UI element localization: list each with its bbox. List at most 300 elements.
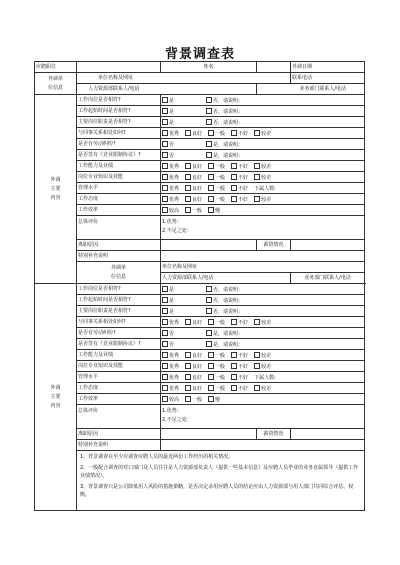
option-label: 是: [169, 308, 175, 315]
option-label: 较差: [261, 174, 272, 181]
rating-r3[interactable]: [208, 363, 225, 370]
efficiency-e3[interactable]: [208, 396, 220, 403]
checkbox[interactable]: [185, 396, 191, 402]
checkbox[interactable]: [208, 374, 214, 380]
rating-r2[interactable]: [185, 319, 202, 326]
option-label: 不好: [238, 130, 249, 137]
answer-options: [161, 117, 365, 128]
option-label: 否，请说明：: [213, 297, 244, 304]
checkbox[interactable]: [185, 352, 191, 358]
option-label: 一般: [192, 207, 203, 214]
rating-r1[interactable]: [162, 319, 179, 326]
rating-r4[interactable]: [231, 196, 248, 203]
question-label: 管理水平: [77, 183, 161, 194]
option-label: 是，请说明：: [213, 341, 244, 348]
option-no[interactable]: [162, 341, 174, 348]
option-label: 一般: [215, 385, 226, 392]
checkbox[interactable]: [231, 385, 237, 391]
option-yes[interactable]: [162, 97, 174, 104]
rating-r3[interactable]: [208, 130, 225, 137]
position-label: 应聘职位: [35, 62, 77, 73]
rating-r1[interactable]: [162, 163, 179, 170]
checkbox[interactable]: [231, 174, 237, 180]
option-label: 一般: [215, 174, 226, 181]
checkbox[interactable]: [162, 141, 168, 147]
option-label: 是，请说明：: [213, 330, 244, 337]
option-label: 一般: [215, 363, 226, 370]
option-label: 较高: [169, 207, 180, 214]
checkbox[interactable]: [206, 341, 212, 347]
option-yes[interactable]: [162, 297, 174, 304]
option-label: 较差: [261, 163, 272, 170]
main-side-line3: 内容: [50, 402, 61, 409]
question-label: 总体评价: [77, 405, 161, 429]
rating-r4[interactable]: [231, 185, 248, 192]
option-no[interactable]: [206, 297, 243, 304]
rating-r2[interactable]: [185, 363, 202, 370]
rating-r2[interactable]: [185, 352, 202, 359]
supplement-field[interactable]: [161, 440, 365, 451]
checkbox[interactable]: [206, 330, 212, 336]
answer-options: [161, 95, 365, 106]
option-label: 良好: [192, 196, 203, 203]
position-value[interactable]: [77, 62, 161, 73]
rating-r1[interactable]: [162, 374, 179, 381]
option-no[interactable]: [206, 119, 243, 126]
option-label: 否: [169, 152, 175, 159]
checkbox[interactable]: [208, 363, 214, 369]
main-side-label-2: [35, 284, 77, 511]
checkbox[interactable]: [185, 196, 191, 202]
option-label: 一般: [215, 319, 226, 326]
checkbox[interactable]: [162, 286, 168, 292]
checkbox[interactable]: [208, 130, 214, 136]
rating-r5[interactable]: [254, 163, 271, 170]
checkbox[interactable]: [208, 385, 214, 391]
question-label: 是否签有《竞业限制协议》?: [77, 150, 161, 161]
option-label: 否: [169, 341, 175, 348]
option-label: 否: [169, 330, 175, 337]
checkbox[interactable]: [162, 319, 168, 325]
checkbox[interactable]: [162, 352, 168, 358]
question-label: 特别补充说明: [77, 251, 161, 262]
option-label: 是: [169, 119, 175, 126]
option-label: 否，请说明：: [213, 119, 244, 126]
checkbox[interactable]: [206, 308, 212, 314]
question-label: 工作效率: [77, 394, 161, 405]
checkbox[interactable]: [254, 174, 260, 180]
question-label: 工作态度: [77, 383, 161, 394]
checkbox[interactable]: [162, 396, 168, 402]
checkbox[interactable]: [162, 297, 168, 303]
checkbox[interactable]: [185, 185, 191, 191]
option-label: 优秀: [169, 319, 180, 326]
option-label: 慢: [215, 396, 221, 403]
checkbox[interactable]: [208, 319, 214, 325]
dept-contact-field-2[interactable]: [291, 273, 365, 284]
salary-field[interactable]: [291, 429, 365, 440]
checkbox[interactable]: [206, 141, 212, 147]
question-label: 工作能力及业绩: [77, 161, 161, 172]
option-label: 优秀: [169, 185, 180, 192]
option-label: 不好: [238, 174, 249, 181]
checkbox[interactable]: [231, 363, 237, 369]
rating-r4[interactable]: [231, 385, 248, 392]
checkbox[interactable]: [185, 163, 191, 169]
efficiency-e2[interactable]: [185, 207, 202, 214]
option-label: 较差: [261, 385, 272, 392]
rating-r2[interactable]: [185, 174, 202, 181]
checkbox[interactable]: [162, 330, 168, 336]
option-label: 是: [169, 297, 175, 304]
option-label: 优秀: [169, 174, 180, 181]
note-1: 1、背景调查在至少应调查应聘人员的最近两份工作经历的相关情况。: [80, 454, 234, 460]
option-yes[interactable]: [162, 286, 174, 293]
checkbox[interactable]: [162, 374, 168, 380]
rating-r5[interactable]: [254, 319, 271, 326]
question-label: 特别补充说明: [77, 440, 161, 451]
option-no[interactable]: [206, 308, 243, 315]
checkbox[interactable]: [162, 119, 168, 125]
option-no[interactable]: [162, 141, 174, 148]
leave-reason-field[interactable]: [161, 240, 257, 251]
checkbox[interactable]: [185, 207, 191, 213]
rating-r3[interactable]: [208, 352, 225, 359]
rating-options: [161, 161, 365, 172]
rating-r5[interactable]: [254, 130, 271, 137]
question-label: 总体评价: [77, 216, 161, 240]
main-side-label: [35, 95, 77, 284]
option-label: 良好: [192, 174, 203, 181]
checkbox[interactable]: [231, 130, 237, 136]
rating-r3[interactable]: [208, 385, 225, 392]
option-label: 良好: [192, 185, 203, 192]
rating-r4[interactable]: [231, 374, 248, 381]
info2-side-line1: 外调单: [110, 264, 126, 271]
checkbox[interactable]: [162, 385, 168, 391]
salary-field[interactable]: [291, 240, 365, 251]
info2-side-label: [77, 262, 161, 284]
checkbox[interactable]: [185, 385, 191, 391]
option-label: 较差: [261, 319, 272, 326]
entry-date[interactable]: [291, 62, 365, 73]
rating-r1[interactable]: [162, 130, 179, 137]
answer-options: [161, 106, 365, 117]
option-label: 良好: [192, 130, 203, 137]
option-yes[interactable]: [162, 108, 174, 115]
question-label: 工作效率: [77, 205, 161, 216]
checkbox[interactable]: [185, 374, 191, 380]
entry-date-label: 外调日期: [292, 64, 313, 70]
rating-r3[interactable]: [208, 185, 225, 192]
rating-options: [161, 172, 365, 183]
option-label: 良好: [192, 163, 203, 170]
option-label: 是: [169, 286, 175, 293]
option-label: 不好: [238, 196, 249, 203]
rating-r2[interactable]: [185, 196, 202, 203]
option-no[interactable]: [206, 286, 243, 293]
checkbox[interactable]: [208, 174, 214, 180]
option-no[interactable]: [206, 97, 243, 104]
option-label: 不好: [238, 385, 249, 392]
question-label: 主要岗位职责是否相符?: [77, 117, 161, 128]
checkbox[interactable]: [231, 352, 237, 358]
rating-r5[interactable]: [254, 363, 271, 370]
option-label: 是: [169, 97, 175, 104]
checkbox[interactable]: [254, 163, 260, 169]
rating-r4[interactable]: [231, 174, 248, 181]
rating-r5[interactable]: [254, 196, 271, 203]
hr-contact-label: 人力资源部联系人/电话: [88, 86, 140, 92]
checkbox[interactable]: [254, 385, 260, 391]
question-label: 离职原因: [77, 240, 161, 251]
option-yes[interactable]: [162, 308, 174, 315]
option-label: 不好: [238, 352, 249, 359]
rating-options: [161, 372, 365, 383]
hr-contact-field[interactable]: [77, 84, 257, 95]
checkbox[interactable]: [231, 374, 237, 380]
option-yes[interactable]: [206, 330, 243, 337]
option-label: 良好: [192, 363, 203, 370]
note-3: 3、背景调查只是公司降低用人风险的措施策略，是否决定录用应聘人员的结论应由人力资源部与用人部门共同综合评估、权衡。: [80, 484, 354, 498]
checkbox[interactable]: [254, 130, 260, 136]
weaknesses-label: 2.不足之处：: [162, 228, 192, 234]
company-field-2[interactable]: [161, 262, 365, 273]
checkbox[interactable]: [208, 196, 214, 202]
name-value[interactable]: [257, 62, 291, 73]
option-label: 一般: [215, 196, 226, 203]
checkbox[interactable]: [231, 163, 237, 169]
option-no[interactable]: [162, 330, 174, 337]
info-side-label: [35, 73, 77, 95]
checkbox[interactable]: [206, 97, 212, 103]
option-label: 良好: [192, 352, 203, 359]
option-label: 是，请说明：: [213, 141, 244, 148]
option-label: 否，请说明：: [213, 108, 244, 115]
main-side-line1: 外调: [50, 384, 61, 391]
question-label: 工作态度: [77, 194, 161, 205]
option-label: 优秀: [169, 363, 180, 370]
rating-r2[interactable]: [185, 374, 202, 381]
option-label: 是: [169, 108, 175, 115]
efficiency-e2[interactable]: [185, 396, 202, 403]
option-label: 不好: [238, 163, 249, 170]
rating-r2[interactable]: [185, 130, 202, 137]
question-label: 工作起始时间是否相符?: [77, 106, 161, 117]
name-label: 姓名: [161, 62, 257, 73]
question-label: 岗位专业知识及技能: [77, 361, 161, 372]
option-label: 不好: [238, 374, 249, 381]
option-label: 良好: [192, 385, 203, 392]
info-side-line1: 外调单: [47, 75, 63, 82]
subordinate-count-label: 下属人数:: [254, 185, 276, 192]
overall-evaluation-field[interactable]: [161, 405, 365, 429]
company-field[interactable]: [77, 73, 291, 84]
main-side-line3: 内容: [50, 194, 61, 201]
checkbox[interactable]: [162, 207, 168, 213]
checkbox[interactable]: [206, 108, 212, 114]
option-label: 优秀: [169, 385, 180, 392]
checkbox[interactable]: [162, 163, 168, 169]
checkbox[interactable]: [208, 207, 214, 213]
rating-r5[interactable]: [254, 174, 271, 181]
option-label: 一般: [215, 130, 226, 137]
checkbox[interactable]: [206, 297, 212, 303]
dept-contact-label-2: 业务部门联系人/电话: [304, 275, 351, 281]
question-label: 工作岗位是否相符?: [77, 95, 161, 106]
option-yes[interactable]: [162, 119, 174, 126]
efficiency-e3[interactable]: [208, 207, 220, 214]
notes-block: [77, 451, 365, 511]
option-label: 优秀: [169, 163, 180, 170]
question-label: 是否有劳动纠纷?: [77, 139, 161, 150]
checkbox[interactable]: [162, 363, 168, 369]
question-label: 是否有劳动纠纷?: [77, 328, 161, 339]
rating-r3[interactable]: [208, 196, 225, 203]
survey-table: [34, 61, 365, 511]
question-label: 是否签有《竞业限制协议》?: [77, 339, 161, 350]
checkbox[interactable]: [206, 152, 212, 158]
rating-options: [161, 128, 365, 139]
option-label: 较高: [169, 396, 180, 403]
efficiency-e1[interactable]: [162, 207, 179, 214]
weaknesses-label: 2.不足之处：: [162, 417, 192, 423]
question-label: 主要岗位职责是否相符?: [77, 306, 161, 317]
answer-options: [161, 150, 365, 161]
checkbox[interactable]: [185, 319, 191, 325]
checkbox[interactable]: [254, 196, 260, 202]
rating-options: [161, 194, 365, 205]
checkbox[interactable]: [208, 163, 214, 169]
rating-r1[interactable]: [162, 352, 179, 359]
checkbox[interactable]: [208, 352, 214, 358]
hr-contact-label-2: 人力资源部联系人/电话: [162, 275, 214, 281]
checkbox[interactable]: [162, 97, 168, 103]
overall-evaluation-field[interactable]: [161, 216, 365, 240]
strengths-label: 1.优势：: [162, 219, 182, 225]
option-label: 不好: [238, 185, 249, 192]
question-label: 工作起始时间是否相符?: [77, 295, 161, 306]
answer-options: [161, 295, 365, 306]
rating-r2[interactable]: [185, 385, 202, 392]
option-label: 良好: [192, 319, 203, 326]
rating-r3[interactable]: [208, 374, 225, 381]
rating-options: [161, 361, 365, 372]
option-label: 优秀: [169, 352, 180, 359]
rating-r4[interactable]: [231, 163, 248, 170]
answer-options: [161, 284, 365, 295]
answer-options: [161, 139, 365, 150]
rating-r5[interactable]: [254, 352, 271, 359]
checkbox[interactable]: [254, 352, 260, 358]
rating-r1[interactable]: [162, 196, 179, 203]
option-label: 否，请说明：: [213, 286, 244, 293]
checkbox[interactable]: [231, 185, 237, 191]
rating-r2[interactable]: [185, 163, 202, 170]
question-label: 工作能力及业绩: [77, 350, 161, 361]
leave-reason-field[interactable]: [161, 429, 257, 440]
checkbox[interactable]: [208, 185, 214, 191]
question-label: 岗位专业知识及技能: [77, 172, 161, 183]
option-label: 较差: [261, 196, 272, 203]
main-side-line2: 主要: [50, 393, 61, 400]
rating-r4[interactable]: [231, 319, 248, 326]
question-label: 与同事关系相处如何?: [77, 128, 161, 139]
dept-contact-field[interactable]: [257, 84, 365, 95]
option-label: 较差: [261, 352, 272, 359]
checkbox[interactable]: [162, 341, 168, 347]
checkbox[interactable]: [231, 196, 237, 202]
checkbox[interactable]: [254, 363, 260, 369]
rating-r1[interactable]: [162, 174, 179, 181]
rating-r4[interactable]: [231, 352, 248, 359]
rating-r5[interactable]: [254, 385, 271, 392]
rating-r3[interactable]: [208, 174, 225, 181]
rating-r3[interactable]: [208, 319, 225, 326]
checkbox[interactable]: [162, 196, 168, 202]
rating-r2[interactable]: [185, 185, 202, 192]
option-label: 一般: [215, 163, 226, 170]
efficiency-options: [161, 394, 365, 405]
rating-r1[interactable]: [162, 385, 179, 392]
checkbox[interactable]: [206, 286, 212, 292]
option-no[interactable]: [206, 108, 243, 115]
company-label-2: 单位名称及网址: [162, 264, 198, 270]
option-yes[interactable]: [206, 141, 243, 148]
checkbox[interactable]: [206, 119, 212, 125]
option-label: 否，请说明：: [213, 97, 244, 104]
efficiency-e1[interactable]: [162, 396, 179, 403]
question-label: 管理水平: [77, 372, 161, 383]
supplement-field[interactable]: [161, 251, 365, 262]
checkbox[interactable]: [162, 152, 168, 158]
checkbox[interactable]: [162, 308, 168, 314]
checkbox[interactable]: [185, 363, 191, 369]
option-label: 一般: [215, 185, 226, 192]
checkbox[interactable]: [162, 130, 168, 136]
checkbox[interactable]: [162, 174, 168, 180]
option-label: 不好: [238, 363, 249, 370]
option-label: 一般: [215, 374, 226, 381]
rating-r4[interactable]: [231, 130, 248, 137]
checkbox[interactable]: [185, 174, 191, 180]
main-side-line2: 主要: [50, 185, 61, 192]
rating-r4[interactable]: [231, 363, 248, 370]
option-yes[interactable]: [206, 152, 243, 159]
checkbox[interactable]: [162, 185, 168, 191]
rating-r1[interactable]: [162, 363, 179, 370]
option-label: 较差: [261, 363, 272, 370]
rating-r3[interactable]: [208, 163, 225, 170]
checkbox[interactable]: [162, 108, 168, 114]
rating-options: [161, 183, 365, 194]
strengths-label: 1.优势：: [162, 408, 182, 414]
checkbox[interactable]: [208, 396, 214, 402]
option-label: 否: [169, 141, 175, 148]
company-label: 单位名称及网址: [98, 75, 134, 81]
checkbox[interactable]: [231, 319, 237, 325]
checkbox[interactable]: [254, 319, 260, 325]
dept-contact-label: 业务部门联系人/电话: [299, 86, 346, 92]
hr-contact-field-2[interactable]: [161, 273, 291, 284]
rating-r1[interactable]: [162, 185, 179, 192]
company-phone-field[interactable]: [291, 73, 365, 84]
question-label: 工作岗位是否相符?: [77, 284, 161, 295]
option-yes[interactable]: [206, 341, 243, 348]
option-no[interactable]: [162, 152, 174, 159]
checkbox[interactable]: [185, 130, 191, 136]
info2-side-line2: 位信息: [110, 273, 126, 280]
